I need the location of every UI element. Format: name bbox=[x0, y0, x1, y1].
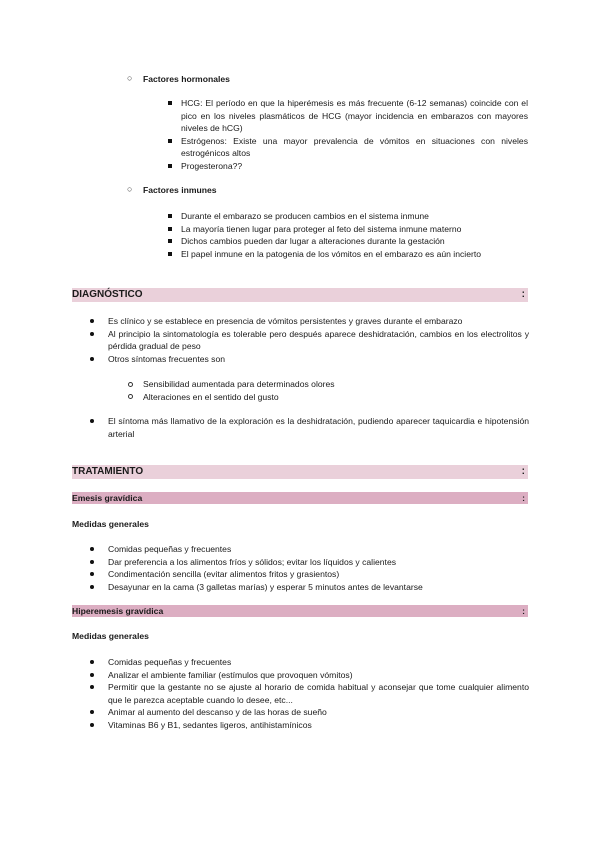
list-item: Alteraciones en el sentido del gusto bbox=[127, 391, 527, 404]
list-item: Comidas pequeñas y frecuentes bbox=[89, 543, 529, 556]
emesis-subsection-header bbox=[72, 492, 528, 504]
subsection-colon: : bbox=[522, 493, 525, 503]
emesis-measures-list bbox=[89, 543, 529, 593]
subsection-title: Hiperemesis gravídica bbox=[72, 606, 164, 616]
hyperemesis-measures-list bbox=[89, 656, 529, 732]
list-item: La mayoría tienen lugar para proteger al feto del sistema inmune materno bbox=[168, 223, 528, 236]
list-item: Al principio la sintomatología es tolerable pero después aparece deshidratación, cambios en los electrolitos y pérdida gradual de peso bbox=[89, 328, 529, 353]
hormonal-factors-list bbox=[168, 97, 528, 173]
subsection-colon: : bbox=[522, 606, 525, 616]
section-colon: : bbox=[521, 466, 525, 477]
list-item: Analizar el ambiente familiar (estímulos que provoquen vómitos) bbox=[89, 669, 529, 682]
list-item: HCG: El período en que la hiperémesis es más frecuente (6-12 semanas) coincide con el pico en los niveles plasmáticos de HCG (mayor incidencia en embarazos con mayores niveles de hCG) bbox=[168, 97, 528, 135]
list-item: Sensibilidad aumentada para determinados olores bbox=[127, 378, 527, 391]
list-item: Condimentación sencilla (evitar alimentos fritos y grasientos) bbox=[89, 568, 529, 581]
treatment-section-header bbox=[72, 465, 528, 479]
subsection-title: Emesis gravídica bbox=[72, 493, 143, 503]
list-item: Estrógenos: Existe una mayor prevalencia de vómitos en situaciones con niveles estrogénicos altos bbox=[168, 135, 528, 160]
section-title: DIAGNÓSTICO bbox=[72, 289, 143, 300]
list-item: Durante el embarazo se producen cambios en el sistema inmune bbox=[168, 210, 528, 223]
hyperemesis-subsection-header bbox=[72, 605, 528, 617]
list-item: Permitir que la gestante no se ajuste al horario de comida habitual y aconsejar que tome cualquier alimento que le parezca aceptable cuando lo desee, etc... bbox=[89, 681, 529, 706]
diagnosis-list-end bbox=[89, 415, 529, 440]
list-item: Dichos cambios pueden dar lugar a alteraciones durante la gestación bbox=[168, 235, 528, 248]
list-item: Desayunar en la cama (3 galletas marías) y esperar 5 minutos antes de levantarse bbox=[89, 581, 529, 594]
list-item: Animar al aumento del descanso y de las horas de sueño bbox=[89, 706, 529, 719]
list-item: Otros síntomas frecuentes son bbox=[89, 353, 529, 366]
circle-bullet-icon: ○ bbox=[127, 73, 133, 83]
list-item: Comidas pequeñas y frecuentes bbox=[89, 656, 529, 669]
diagnosis-list bbox=[89, 315, 529, 365]
hyperemesis-measures-label: Medidas generales bbox=[72, 631, 149, 641]
hormonal-factors-heading: Factores hormonales bbox=[143, 74, 230, 84]
emesis-measures-label: Medidas generales bbox=[72, 519, 149, 529]
list-item: Es clínico y se establece en presencia de vómitos persistentes y graves durante el embarazo bbox=[89, 315, 529, 328]
section-title: TRATAMIENTO bbox=[72, 466, 144, 477]
list-item: Dar preferencia a los alimentos fríos y sólidos; evitar los líquidos y calientes bbox=[89, 556, 529, 569]
list-item: El papel inmune en la patogenia de los vómitos en el embarazo es aún incierto bbox=[168, 248, 528, 261]
list-item: Vitaminas B6 y B1, sedantes ligeros, antihistamínicos bbox=[89, 719, 529, 732]
diagnosis-section-header bbox=[72, 288, 528, 302]
immune-factors-list bbox=[168, 210, 528, 260]
list-item: Progesterona?? bbox=[168, 160, 528, 173]
immune-factors-heading: Factores inmunes bbox=[143, 185, 217, 195]
list-item: El síntoma más llamativo de la exploración es la deshidratación, pudiendo aparecer taquicardia e hipotensión arterial bbox=[89, 415, 529, 440]
section-colon: : bbox=[521, 289, 525, 300]
diagnosis-sub-list bbox=[127, 378, 527, 403]
circle-bullet-icon: ○ bbox=[127, 184, 133, 194]
